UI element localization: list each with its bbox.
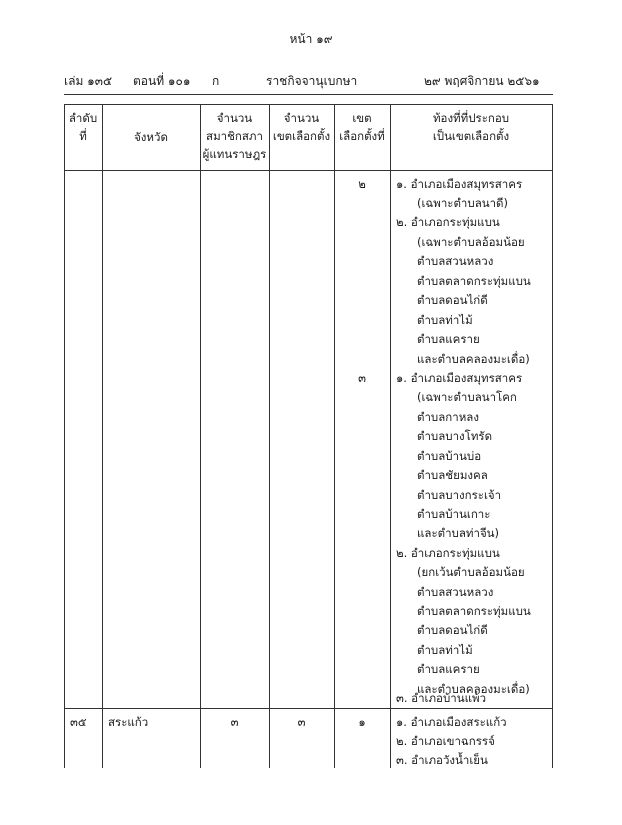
area-line: (ยกเว้นตำบลอ้อมน้อย bbox=[417, 565, 525, 579]
area-line: ๑. อำเภอเมืองสระแก้ว bbox=[396, 715, 507, 729]
area-line: ตำบลแคราย bbox=[417, 332, 480, 346]
area-line: (เฉพาะตำบลนาโคก bbox=[417, 390, 517, 404]
area-line: ๓. อำเภอวังน้ำเย็น bbox=[396, 753, 488, 767]
col-header-no: ลำดับ ที่ bbox=[68, 111, 98, 143]
area-line: ๒. อำเภอเขาฉกรรจ์ bbox=[396, 734, 495, 748]
area-line: (เฉพาะตำบลนาดี) bbox=[417, 196, 509, 210]
area-line: ตำบลกาหลง bbox=[417, 410, 479, 424]
area-line: ตำบลบ้านเกาะ bbox=[417, 507, 491, 521]
volume: เล่ม ๑๓๕ bbox=[64, 74, 113, 88]
col-border bbox=[269, 104, 270, 768]
row-number: ๓๕ bbox=[70, 715, 87, 729]
gazette-name: ราชกิจจานุเบกษา bbox=[266, 74, 358, 88]
issue-date: ๒๙ พฤศจิกายน ๒๕๖๑ bbox=[424, 74, 540, 88]
district-number: ๒ bbox=[358, 177, 366, 191]
col-header-area: ท้องที่ที่ประกอบ เป็นเขตเลือกตั้ง bbox=[432, 111, 510, 143]
district-number: ๑ bbox=[358, 715, 366, 729]
area-line: ตำบลท่าไม้ bbox=[417, 313, 473, 327]
area-line: และตำบลท่าจีน) bbox=[417, 526, 500, 540]
area-line: ตำบลแคราย bbox=[417, 662, 480, 676]
col-header-province: จังหวัด bbox=[134, 130, 168, 144]
col-border bbox=[552, 104, 553, 768]
area-line: ๒. อำเภอกระทุ่มแบน bbox=[396, 546, 500, 560]
section: ก bbox=[212, 74, 220, 88]
area-line: ตำบลบางกระเจ้า bbox=[417, 488, 502, 502]
area-line: ตำบลท่าไม้ bbox=[417, 643, 473, 657]
area-line: ๓. อำเภอบ้านแพ้ว bbox=[396, 691, 487, 705]
area-line: ตำบลสวนหลวง bbox=[417, 585, 494, 599]
table-row-border bbox=[64, 708, 553, 709]
district-count: ๓ bbox=[297, 715, 306, 729]
area-line: ๑. อำเภอเมืองสมุทรสาคร bbox=[396, 177, 523, 191]
col-header-districts: จำนวน เขตเลือกตั้ง bbox=[272, 111, 331, 143]
area-line: ๑. อำเภอเมืองสมุทรสาคร bbox=[396, 371, 523, 385]
issue: ตอนที่ ๑๐๑ bbox=[133, 74, 191, 88]
area-line: ตำบลดอนไก่ดี bbox=[417, 293, 488, 307]
area-line: ตำบลตลาดกระทุ่มแบน bbox=[417, 274, 531, 288]
area-line: ตำบลชัยมงคล bbox=[417, 468, 488, 482]
district-number: ๓ bbox=[358, 371, 366, 385]
area-line: ๒. อำเภอกระทุ่มแบน bbox=[396, 215, 500, 229]
col-header-district: เขต เลือกตั้งที่ bbox=[339, 111, 385, 143]
table-header-border bbox=[64, 170, 553, 171]
col-border bbox=[390, 104, 391, 768]
area-line: ตำบลบ้านบ่อ bbox=[417, 449, 482, 463]
header-rule bbox=[64, 94, 553, 95]
province-name: สระแก้ว bbox=[108, 715, 149, 729]
member-count: ๓ bbox=[230, 715, 239, 729]
constituency-table bbox=[64, 104, 553, 768]
area-line: ตำบลดอนไก่ดี bbox=[417, 623, 488, 637]
area-line: ตำบลสวนหลวง bbox=[417, 254, 494, 268]
table-top-border bbox=[64, 104, 553, 105]
col-border bbox=[334, 104, 335, 768]
page-number: หน้า ๑๙ bbox=[289, 32, 333, 46]
col-border bbox=[102, 104, 103, 768]
area-line: และตำบลคลองมะเดื่อ) bbox=[417, 352, 530, 366]
area-line: (เฉพาะตำบลอ้อมน้อย bbox=[417, 235, 525, 249]
area-line: ตำบลตลาดกระทุ่มแบน bbox=[417, 604, 531, 618]
col-border bbox=[200, 104, 201, 768]
area-line: และตำบลคลองมะเดื่อ) bbox=[417, 682, 530, 696]
area-line: ตำบลบางโทรัด bbox=[417, 429, 493, 443]
col-border bbox=[64, 104, 65, 768]
col-header-members: จำนวน สมาชิกสภา ผู้แทนราษฎร bbox=[202, 111, 267, 161]
